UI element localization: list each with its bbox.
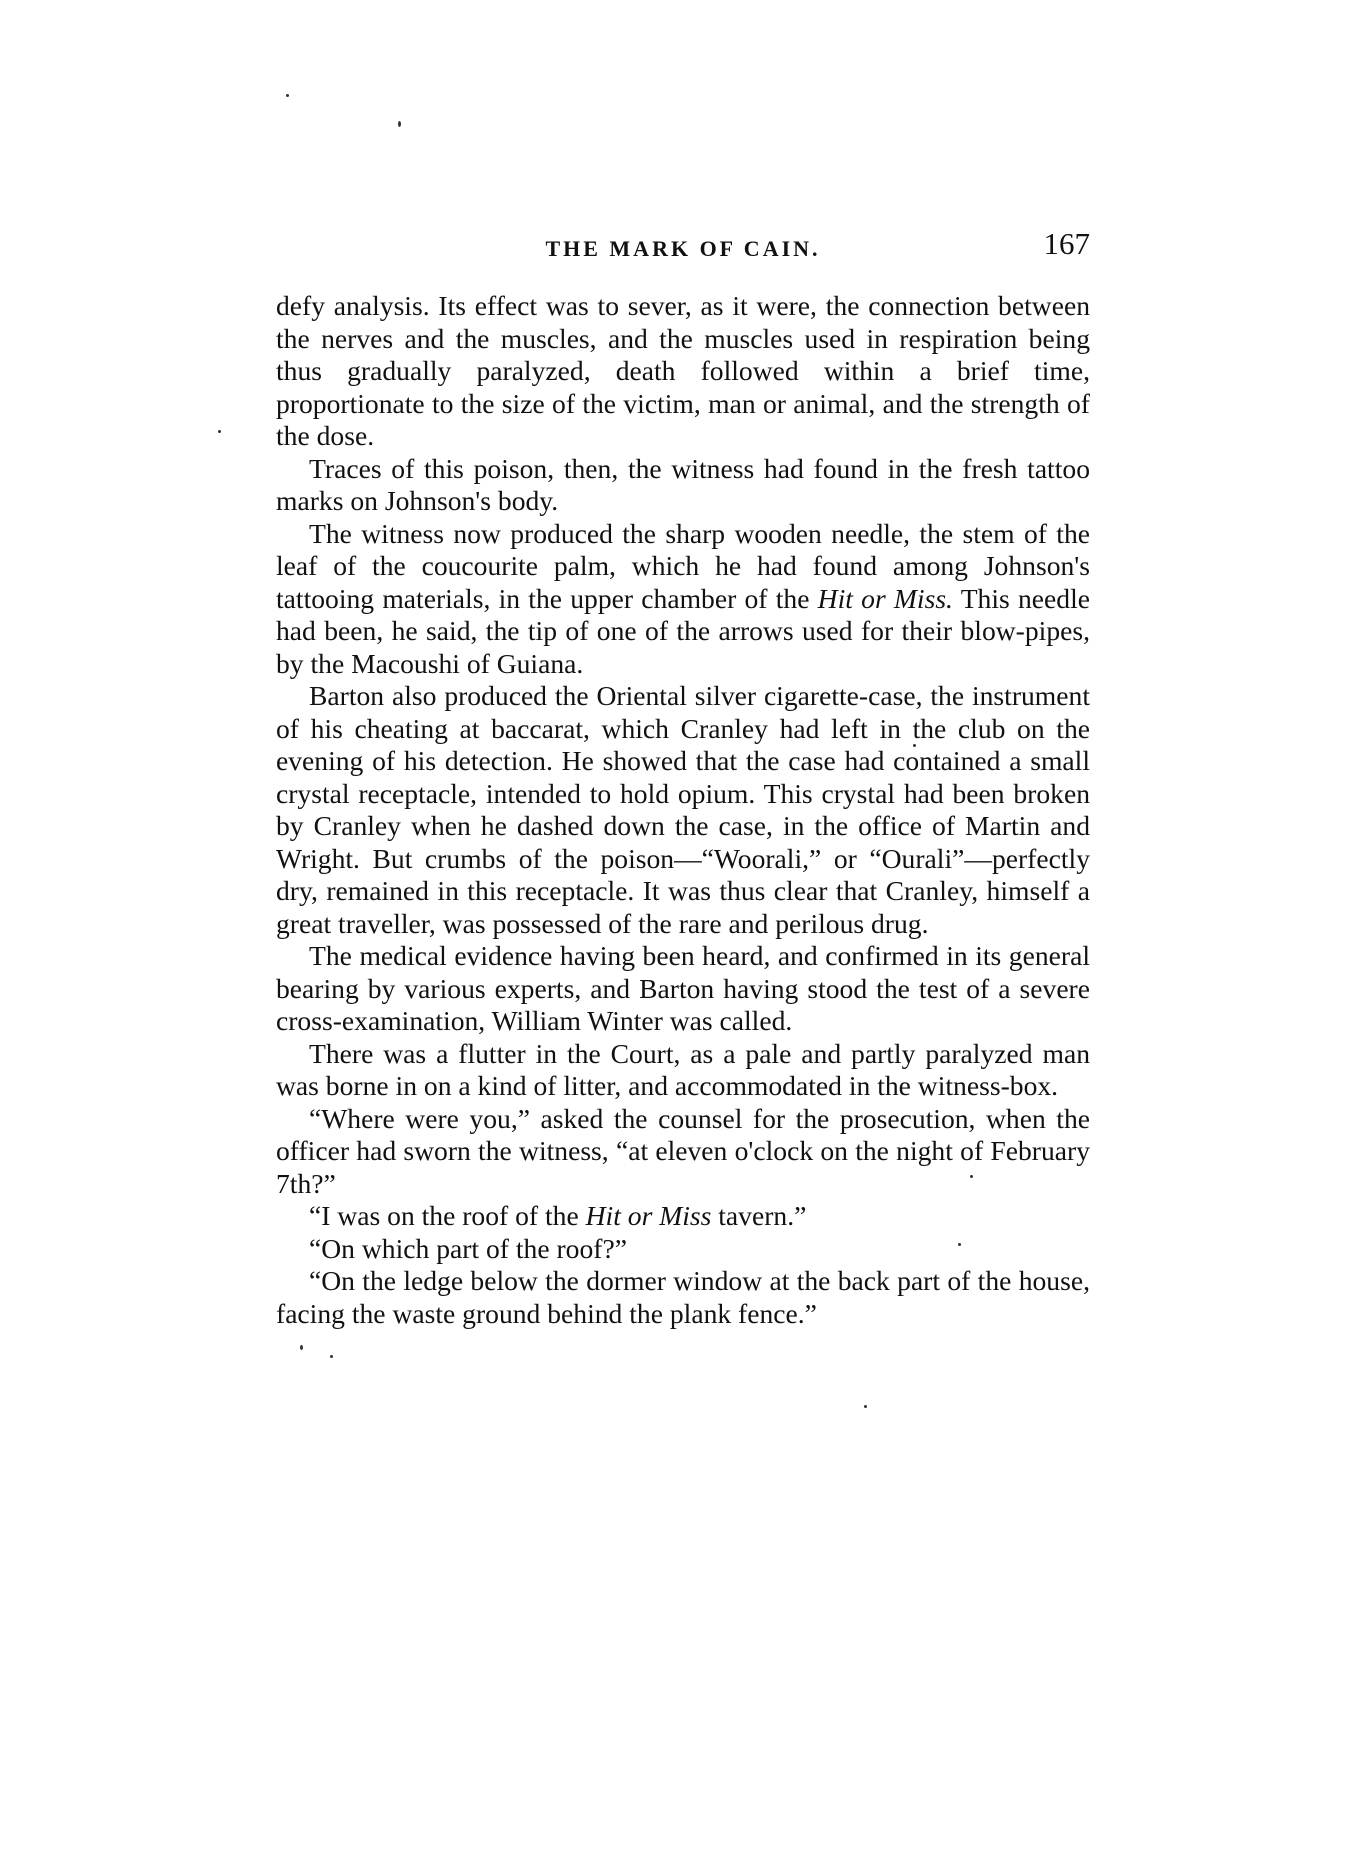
tavern-name: Hit or Miss	[585, 1200, 712, 1231]
paragraph: “On which part of the roof?”	[309, 1232, 627, 1264]
paragraph: The medical evidence having been heard, and confirmed in its general bearing by various experts, and Barton having stood the test of a severe cross-examination, William Winter was called.	[276, 940, 1090, 1036]
tavern-name: Hit or Miss.	[817, 582, 953, 614]
paragraph: “On the ledge below the dormer window at the back part of the house, facing the waste ground behind the plank fence.”	[276, 1265, 1090, 1329]
paragraph: There was a flutter in the Court, as a pale and partly paralyzed man was borne in on a kind of litter, and accommodated in the witness-box.	[276, 1037, 1090, 1101]
paragraph	[276, 518, 1090, 681]
paragraph: defy analysis. Its effect was to sever, as it were, the connection between the nerves and the muscles, and the muscles used in respiration being thus gradually paralyzed, death followed within a brief time, proportionate to the size of the victim, man or animal, and the strength of the dose.	[276, 290, 1090, 451]
paragraph: Traces of this poison, then, the witness had found in the fresh tattoo marks on Johnson's body.	[276, 452, 1090, 516]
ink-speck	[864, 1405, 867, 1408]
ink-speck	[330, 1355, 333, 1358]
body-text	[276, 290, 1090, 1330]
page-header	[276, 226, 1090, 270]
text-run: “I was on the roof of the	[309, 1200, 586, 1231]
page-number: 167	[1043, 226, 1090, 261]
running-title: THE MARK OF CAIN.	[545, 236, 821, 261]
ink-speck	[398, 121, 401, 127]
text-run: This needle had been, he said, the tip of one of the arrows used for their blow-pipes, by the Macoushi of Guiana.	[276, 582, 1090, 679]
text-run: tavern.”	[711, 1200, 807, 1231]
ink-speck	[300, 1345, 303, 1350]
paragraph: “Where were you,” asked the counsel for the prosecution, when the officer had sworn the witness, “at eleven o'clock on the night of February 7th?”	[276, 1102, 1090, 1199]
ink-speck	[218, 430, 221, 433]
ink-speck	[286, 94, 289, 97]
paragraph	[276, 1200, 1090, 1233]
paragraph: Barton also produced the Oriental silver cigarette-case, the instrument of his cheating at baccarat, which Cranley had left in the club on the evening of his detection. He showed that the case had contained a small crystal receptacle, intended to hold opium. This crystal had been broken by Cranley when he dashed down the case, in the office of Martin and Wright. But crumbs of the poison—“Woorali,” or “Ourali”—perfectly dry, remained in this receptacle. It was thus clear that Cranley, himself a great traveller, was possessed of the rare and perilous drug.	[276, 680, 1090, 939]
text-run: The witness now produced the sharp wooden needle, the stem of the leaf of the coucourite palm, which he had found among Johnson's tattooing materials, in the upper chamber of the	[276, 517, 1090, 614]
